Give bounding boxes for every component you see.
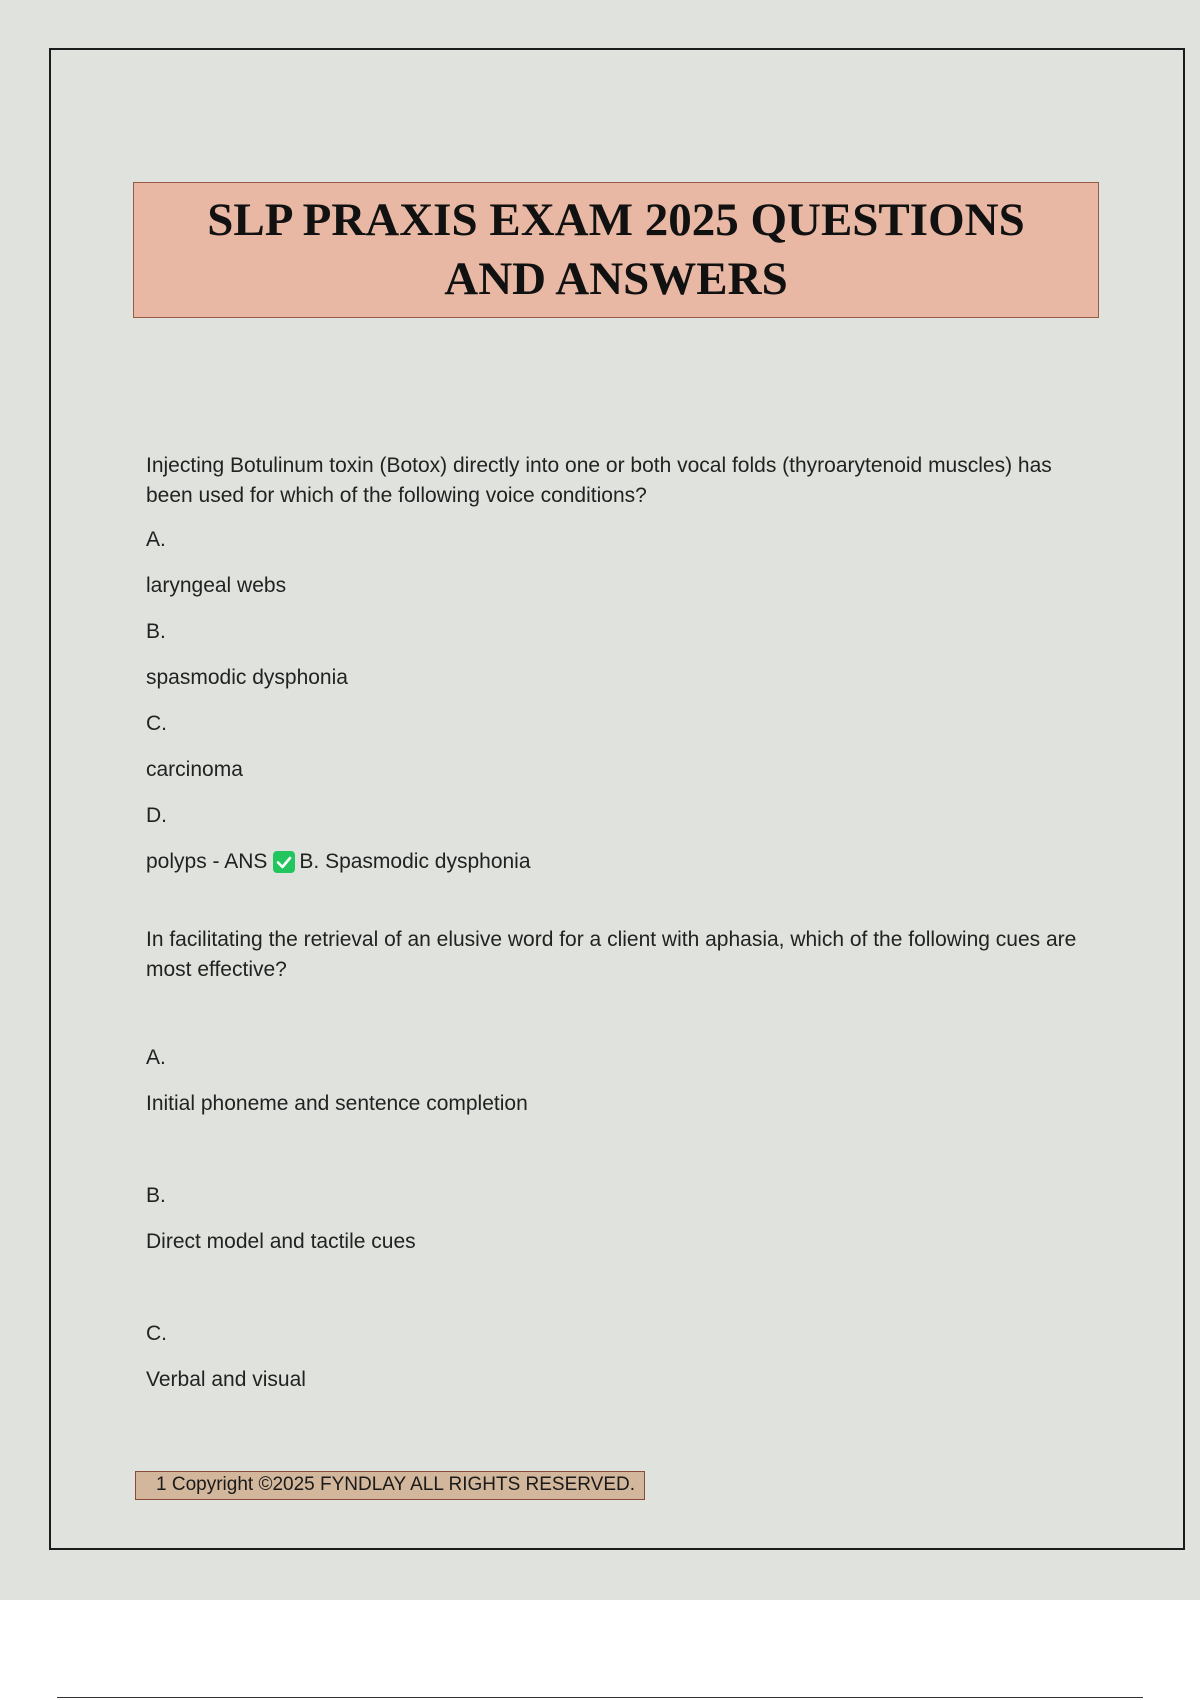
option-a-text: Initial phoneme and sentence completion <box>146 1092 528 1115</box>
answer-line <box>146 847 1096 877</box>
option-b-letter: B. <box>146 1184 166 1207</box>
document-title: SLP PRAXIS EXAM 2025 QUESTIONS AND ANSWERS <box>207 194 1025 305</box>
question-1-text: Injecting Botulinum toxin (Botox) directly into one or both vocal folds (thyroarytenoid muscles) has been used for which of the following voice conditions? <box>146 454 1052 507</box>
question-content <box>146 451 1096 1457</box>
question-2-text: In facilitating the retrieval of an elusive word for a client with aphasia, which of the following cues are most effective? <box>146 928 1077 981</box>
option-c-letter: C. <box>146 1322 167 1345</box>
option-c-text: carcinoma <box>146 758 243 781</box>
check-box-icon <box>273 851 295 873</box>
option-b-text: Direct model and tactile cues <box>146 1230 416 1253</box>
option-b-text: spasmodic dysphonia <box>146 666 348 689</box>
bottom-divider <box>57 1697 1143 1698</box>
question-2 <box>146 925 1096 1395</box>
option-d-text: polyps - ANS <box>146 850 268 873</box>
option-a-letter: A. <box>146 528 166 551</box>
option-b-letter: B. <box>146 620 166 643</box>
option-c-text: Verbal and visual <box>146 1368 306 1391</box>
option-a-text: laryngeal webs <box>146 574 287 597</box>
option-d-letter: D. <box>146 804 167 827</box>
question-1 <box>146 451 1096 877</box>
copyright-footer: 1 Copyright ©2025 FYNDLAY ALL RIGHTS RESERVED. <box>135 1471 645 1500</box>
correct-answer: B. Spasmodic dysphonia <box>299 850 531 873</box>
title-banner <box>133 182 1099 318</box>
option-a-letter: A. <box>146 1046 166 1069</box>
option-c-letter: C. <box>146 712 167 735</box>
